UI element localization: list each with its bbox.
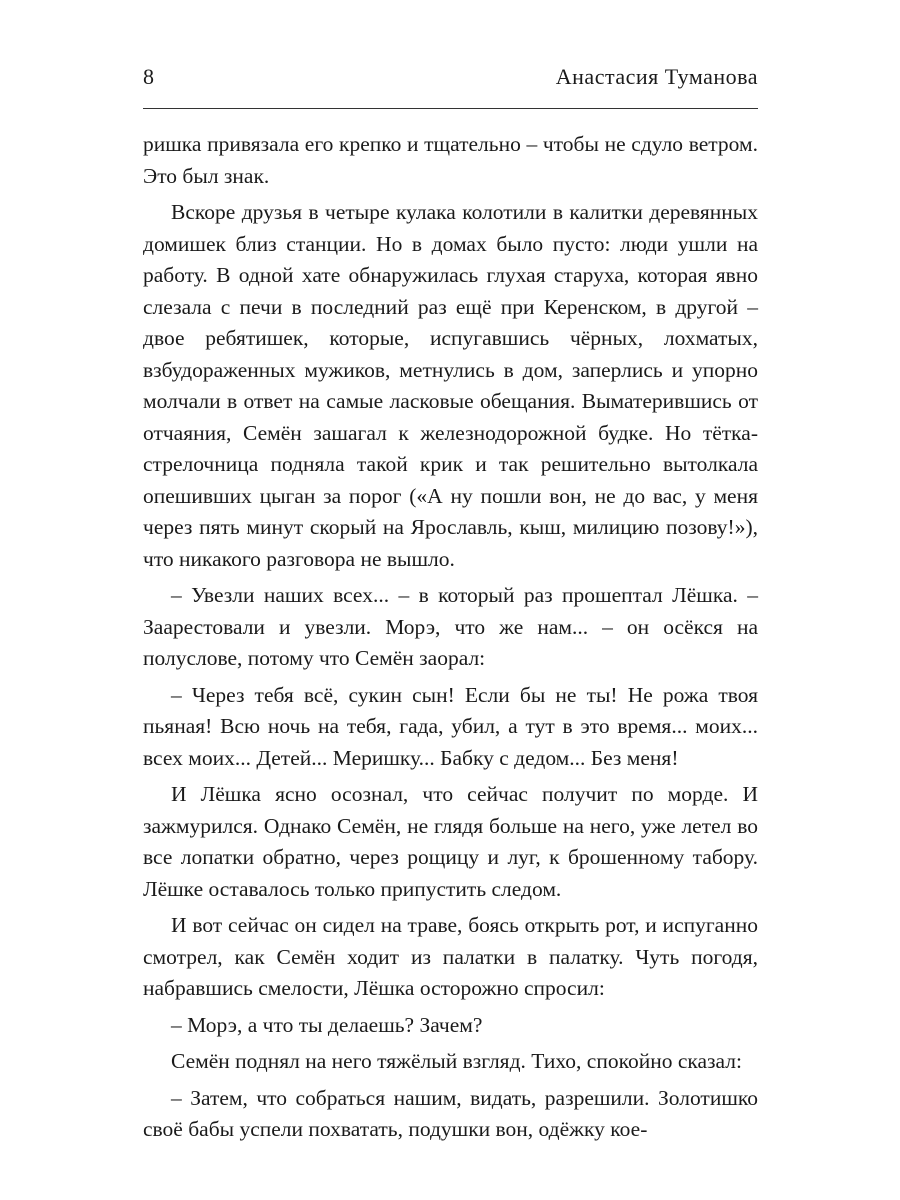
body-text (143, 129, 758, 1146)
book-page (143, 64, 758, 1151)
paragraph: – Затем, что собраться нашим, видать, разрешили. Золотишко своё бабы успели похватать, подушки вон, одёжку кое- (143, 1085, 758, 1141)
paragraph: Вскоре друзья в четыре кулака колотили в калитки деревянных домишек близ станции. Но в домах было пусто: люди ушли на работу. В одной хате обнаружилась глухая старуха, которая явно слезала с печи в последний раз ещё при Керенском, в другой – двое ребятишек, которые, испугавшись чёрных, лохматых, взбудораженных мужиков, метнулись в дом, заперлись и упорно молчали в ответ на самые ласковые обещания. Выматерившись от отчаяния, Семён зашагал к железнодорожной будке. Но тётка-стрелочница подняла такой крик и так решительно вытолкала опешивших цыган за порог («А ну пошли вон, не до вас, у меня через пять минут скорый на Ярославль, кыш, милицию позову!»), что никакого разговора не вышло. (143, 200, 758, 571)
paragraph: И Лёшка ясно осознал, что сейчас получит по морде. И зажмурился. Однако Семён, не глядя больше на него, уже летел во все лопатки обратно, через рощицу и луг, к брошенному табору. Лёшке оставалось только припустить следом. (143, 782, 758, 901)
paragraph: Семён поднял на него тяжёлый взгляд. Тихо, спокойно сказал: (171, 1049, 742, 1073)
page-number: 8 (143, 64, 155, 89)
paragraph: – Увезли наших всех... – в который раз прошептал Лёшка. – Заарестовали и увезли. Морэ, что же нам... – он осёкся на полуслове, потому что Семён заорал: (143, 583, 758, 670)
paragraph: – Морэ, а что ты делаешь? Зачем? (171, 1012, 483, 1037)
paragraph: – Через тебя всё, сукин сын! Если бы не ты! Не рожа твоя пьяная! Всю ночь на тебя, гада, убил, а тут в это время... моих... всех моих... Детей... Меришку... Бабку с дедом... Без меня! (143, 682, 758, 770)
author-name: Анастасия Туманова (555, 64, 758, 89)
paragraph: И вот сейчас он сидел на траве, боясь открыть рот, и испуганно смотрел, как Семён ходит из палатки в палатку. Чуть погодя, набравшись смелости, Лёшка осторожно спросил: (143, 913, 758, 1000)
running-header (143, 64, 758, 109)
paragraph: ришка привязала его крепко и тщательно – чтобы не сдуло ветром. Это был знак. (143, 132, 758, 188)
